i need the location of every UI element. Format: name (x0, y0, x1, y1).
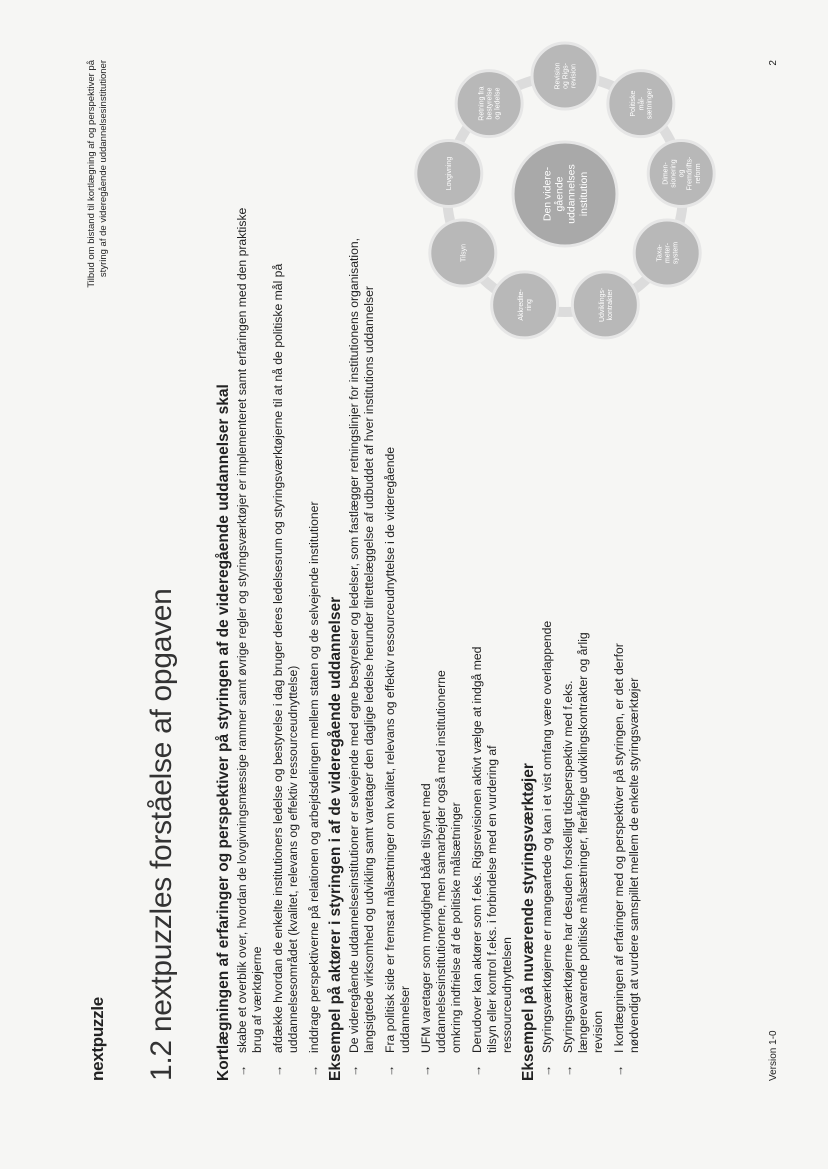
bullet-text: UFM varetager som myndighed både tilsynet med uddannelsesinstitutionerne, men samarbejder også med institutionerne omkring indfrielse af de politiske målsætninger (419, 670, 463, 1053)
diagram-node-label: Udviklings- (598, 287, 606, 323)
bullet-item (347, 201, 377, 1081)
diagram-node-label: kontrakter (606, 289, 614, 321)
diagram-node-label: Den videre- (541, 166, 554, 222)
arrow-icon: → (470, 1064, 484, 1077)
diagram-node-label: og ledelse (494, 87, 502, 120)
arrow-icon: → (347, 1064, 361, 1077)
diagram-node-label: sætninger (646, 88, 654, 120)
page-title: 1.2 nextpuzzles forståelse af opgaven (145, 588, 178, 1081)
bullet-item (561, 613, 606, 1081)
bullet-item (271, 201, 301, 1081)
diagram-node-label: Tilsyn (460, 243, 468, 263)
diagram-node (648, 141, 714, 207)
bullet-item (235, 201, 265, 1081)
diagram-node (532, 43, 598, 109)
diagram-node-label: Revision (554, 62, 562, 90)
diagram-node (634, 220, 700, 286)
diagram-node (608, 71, 674, 137)
bullet-text: I kortlægningen af erfaringer med og perspektiver på styringen, er det derfor nødvendigt at vurdere samspillet mellem de enkelte styringsværktøjer (612, 643, 641, 1053)
page-number: 2 (768, 60, 779, 66)
section-heading: Eksempel på nuværende styringsværktøjer (520, 763, 537, 1081)
bullet-text: afdække hvordan de enkelte institutioners ledelse og bestyrelse i dag bruger deres ledelsesrum og styringsværktøjerne til at nå de politiske mål på uddannelsesområdet (kvalitet, relevans og effektiv ressourceudnyttelse) (271, 263, 300, 1053)
diagram-node-label: og (678, 169, 686, 178)
diagram-node-label: sionering (670, 159, 678, 188)
bullet-item (307, 201, 322, 1081)
diagram-node-label: og Rigs- (562, 62, 570, 90)
diagram-node-label: Taxa- (656, 244, 664, 262)
bullet-text: De videregående uddannelsesinstitutioner er selvejende med egne bestyrelser og ledelser, som fastlægger retningslinjer for institutionens organisation, langsigtede virksomhed og udvikling samt varetager den daglige ledelse herunder tilrettelæggelse af udbuddet af hver institutions uddannelser (347, 237, 376, 1053)
diagram-node (416, 141, 482, 207)
bullet-item (540, 613, 555, 1081)
diagram-node-label: Lovgivning (446, 156, 454, 191)
diagram-node-label: system (672, 241, 680, 265)
diagram-node-label: gående (553, 176, 566, 212)
section-heading: Eksempel på aktører i styringen i af de videregående uddannelser (327, 596, 344, 1081)
diagram-node-label: Retning fra (478, 86, 486, 121)
section-heading: Kortlægningen af erfaringer og perspektiver på styringen af de videregående uddannelser skal (215, 384, 232, 1081)
diagram-node (430, 220, 496, 286)
bullet-text: Fra politisk side er fremsat målsætninger om kvalitet, relevans og effektiv ressourceudnyttelse i de videregående uddannelser (383, 446, 412, 1053)
diagram-node-label: ring (526, 299, 534, 311)
bullet-item (612, 613, 642, 1081)
arrow-icon: → (235, 1064, 249, 1077)
bullet-item (419, 633, 464, 1081)
diagram-node-label: bestyrelse (486, 87, 494, 120)
arrow-icon: → (271, 1064, 285, 1077)
diagram-node (572, 272, 638, 338)
diagram-node-label: uddannelses (565, 164, 578, 224)
bullet-text: skabe et overblik over, hvordan de lovgivningsmæssige rammer samt øvrige regler og styringsværktøjer er implementeret samt erfaringen med den praktiske brug af værktøjerne (235, 207, 264, 1053)
bullet-item (470, 633, 515, 1081)
governance-tools-diagram (400, 0, 720, 379)
diagram-node-label: Fremdrifts- (686, 156, 694, 191)
bullet-item (383, 413, 413, 1081)
bullet-text: Styringsværktøjerne har desuden forskelligt tidsperspektiv med f.eks. længerevarende politiske målsætninger, flerårlige udviklingskontrakter og årlig revision (561, 632, 605, 1053)
arrow-icon: → (540, 1064, 554, 1077)
diagram-node-label: Politiske (630, 90, 638, 117)
diagram-node-label: revision (570, 63, 578, 89)
footer-version: Version 1-0 (768, 1030, 779, 1081)
arrow-icon: → (561, 1064, 575, 1077)
brand-logo: nextpuzzle (88, 997, 107, 1081)
diagram-node (456, 71, 522, 137)
bullet-text: inddrage perspektiverne på relationen og arbejdsdelingen mellem staten og de selvejende institutioner (307, 501, 321, 1053)
diagram-node-label: Akkredite- (518, 289, 526, 321)
bullet-text: Derudover kan aktører som f.eks. Rigsrevisionen aktivt vælge at indgå med tilsyn eller kontrol f.eks. i forbindelse med en vurdering af ressourceudnyttelsen (470, 646, 514, 1053)
diagram-node-label: reform (694, 163, 702, 184)
diagram-node-label: institution (577, 171, 590, 217)
header-note (86, 60, 110, 288)
arrow-icon: → (307, 1064, 321, 1077)
header-note-line-1: Tilbud om bistand til kortlægning af og perspektiver på (86, 60, 97, 288)
arrow-icon: → (383, 1064, 397, 1077)
diagram-node (492, 272, 558, 338)
arrow-icon: → (419, 1064, 433, 1077)
diagram-node-label: Dimen- (662, 162, 670, 185)
bullet-text: Styringsværktøjerne er mangeartede og kan i et vist omfang være overlappende (540, 620, 554, 1053)
diagram-center-node (513, 142, 617, 246)
arrow-icon: → (612, 1064, 626, 1077)
diagram-node-label: meter- (664, 242, 672, 264)
header-note-line-2: styring af de videregående uddannelsesinstitutioner (98, 60, 109, 278)
diagram-node-label: mål- (638, 96, 646, 111)
